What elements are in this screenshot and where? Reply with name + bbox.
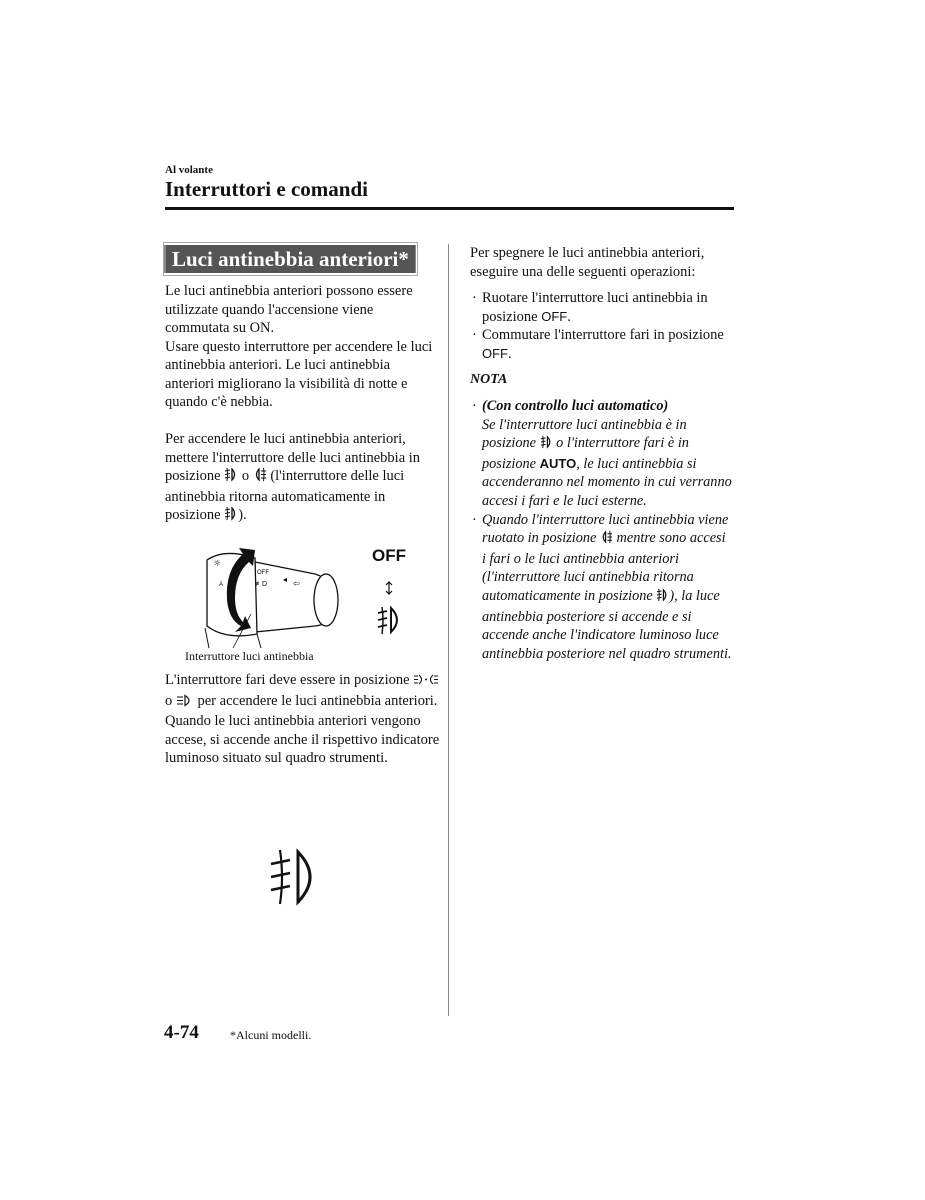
note-item: · Quando l'interruttore luci antinebbia viene ruotato in posizione mentre sono accesi i fari o le luci antinebbia anteriori (l'interruttore luci antinebbia ritorna automaticamente in posizione ), la luce antinebbia posteriore si accende e si accende anche l'indicatore luminoso luce antinebbia posteriore nel quadro strumenti.	[472, 511, 732, 662]
intro-paragraph	[165, 282, 440, 412]
headlights-icon	[176, 694, 194, 713]
chapter-title: Interruttori e comandi	[165, 177, 368, 201]
requirement-text-3: per accendere le luci antinebbia anteriori.	[193, 692, 438, 709]
note-title: (Con controllo luci automatico)	[482, 398, 669, 414]
svg-text:OFF: OFF	[257, 570, 269, 576]
requirement-text-2: o	[165, 692, 176, 709]
page-number: 4-74	[164, 1022, 199, 1043]
turn-off-intro: Per spegnere le luci antinebbia anteriori, eseguire una delle seguenti operazioni:	[470, 245, 705, 280]
headlight-requirement-paragraph	[165, 671, 440, 768]
note-label: NOTA	[470, 372, 508, 387]
notes-list	[470, 397, 732, 663]
front-fog-light-indicator-icon	[268, 846, 324, 913]
list-item-text: Commutare l'interruttore fari in posizione	[482, 327, 724, 343]
note-text: mentre sono accesi i fari o le luci antinebbia anteriori (l'interruttore luci antinebbia ritorna automaticamente in posizione	[482, 530, 726, 604]
column-divider	[448, 244, 449, 1016]
turn-on-text-3: (l'interruttore delle luci antinebbia ritorna automaticamente in posizione	[165, 468, 405, 523]
front-fog-light-icon	[224, 506, 238, 527]
footnote: *Alcuni modelli.	[230, 1028, 312, 1042]
off-code: OFF	[541, 308, 568, 324]
turn-off-list	[470, 289, 732, 363]
list-item-text: Ruotare l'interruttore luci antinebbia in posizione	[482, 290, 708, 325]
figure-caption: Interruttore luci antinebbia	[185, 649, 314, 663]
up-down-arrow-icon	[384, 581, 394, 600]
turn-on-paragraph	[165, 430, 440, 527]
parking-lights-icon	[413, 673, 439, 692]
requirement-text-1: L'interruttore fari deve essere in posizione	[165, 672, 414, 688]
front-fog-light-icon	[377, 604, 403, 641]
list-item-end: .	[508, 345, 512, 362]
svg-text:☼: ☼	[213, 559, 222, 569]
front-fog-light-icon	[540, 435, 553, 455]
off-code: OFF	[482, 345, 508, 361]
note-text: o l'interruttore fari è in posizione	[482, 435, 689, 472]
svg-text:⇦: ⇦	[293, 579, 300, 588]
turn-on-text-4: ).	[238, 507, 247, 523]
note-text: , le luci antinebbia si accenderanno nel momento in cui verranno accesi i fari e le luci esterne.	[482, 455, 732, 509]
note-text: Quando l'interruttore luci antinebbia viene ruotato in posizione	[482, 511, 729, 547]
section-heading: Luci antinebbia anteriori*	[164, 245, 416, 273]
usage-text: Usare questo interruttore per accendere le luci antinebbia anteriori. Le luci antinebbia anteriori migliorano la visibilità di notte e quando c'è nebbia.	[165, 338, 433, 410]
svg-text:◂: ◂	[283, 575, 288, 584]
note-text: Se l'interruttore luci antinebbia è in posizione	[482, 416, 687, 452]
note-item: · (Con controllo luci automatico) Se l'interruttore luci antinebbia è in posizione o l'interruttore fari è in posizione AUTO, le luci antinebbia si accenderanno nel momento in cui verranno accesi i fari e le luci esterne.	[472, 398, 732, 509]
note-text: ), la luce antinebbia posteriore si accende e si accende anche l'indicatore luminoso luce antinebbia posteriore nel quadro strumenti.	[482, 587, 732, 662]
front-fog-light-icon	[224, 467, 238, 488]
list-item-end: .	[567, 308, 571, 325]
turn-on-text-1: Per accendere le luci antinebbia anteriori, mettere l'interruttore delle luci antinebbia in posizione	[165, 431, 421, 484]
intro-text: Le luci antinebbia anteriori possono essere utilizzate quando l'accensione viene commutata su ON.	[165, 283, 413, 336]
header-rule	[165, 207, 734, 210]
front-fog-light-icon	[656, 588, 669, 608]
fog-switch-illustration	[195, 540, 345, 660]
list-item: · Commutare l'interruttore fari in posizione OFF.	[472, 327, 724, 362]
auto-code: AUTO	[539, 455, 577, 471]
turn-on-text-2: o	[238, 468, 253, 484]
indicator-text: Quando le luci antinebbia anteriori vengono accese, si accende anche il rispettivo indicatore luminoso situato sul quadro strumenti.	[165, 713, 440, 766]
list-item: · Ruotare l'interruttore luci antinebbia in posizione OFF.	[472, 290, 708, 325]
rear-fog-light-icon	[600, 530, 613, 550]
section-label: Al volante	[165, 164, 213, 176]
svg-text:≢D: ≢D	[255, 581, 268, 588]
svg-text:A: A	[219, 582, 224, 588]
rear-fog-light-icon	[253, 467, 267, 488]
off-label: OFF	[372, 546, 406, 565]
